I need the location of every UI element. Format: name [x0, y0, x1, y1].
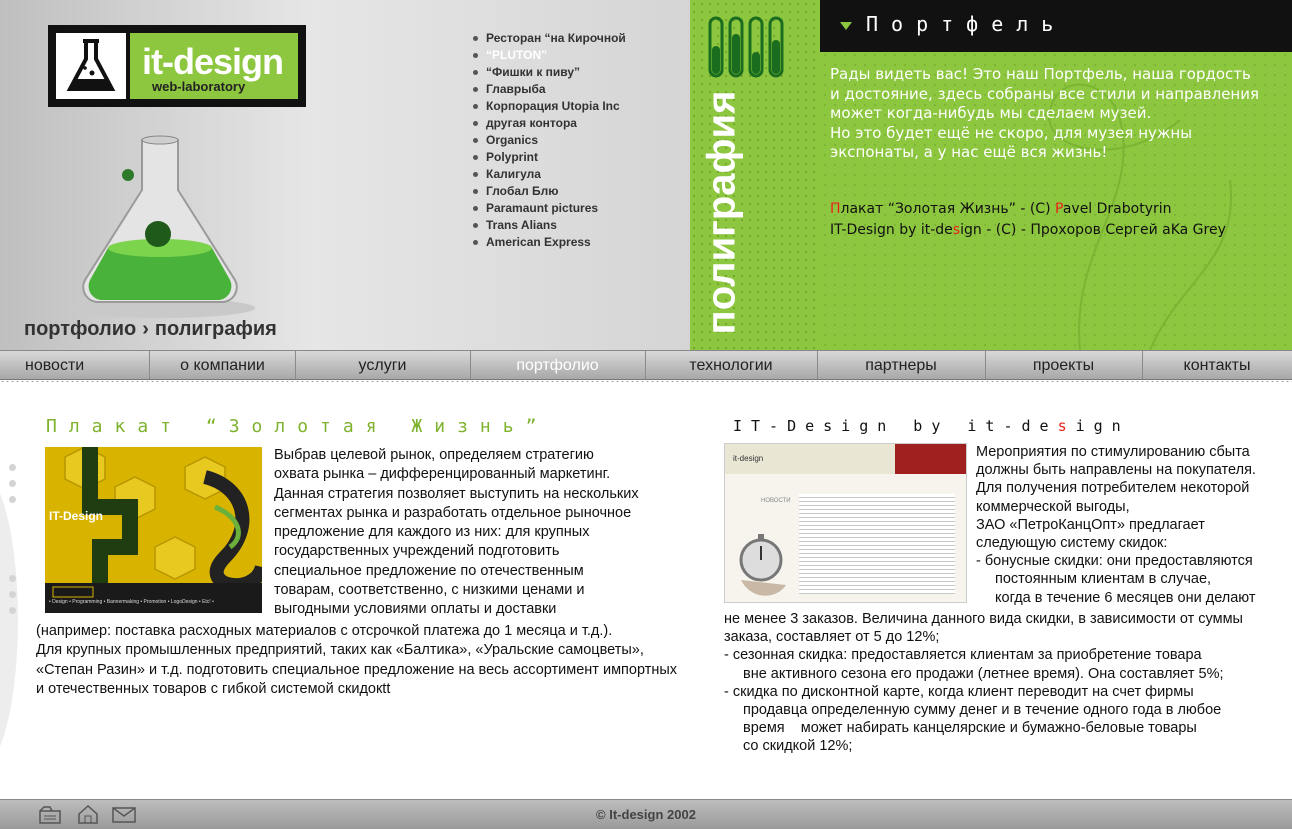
text-line: заказа, составляет от 5 до 12%;: [724, 629, 940, 646]
client-link[interactable]: другая контора: [470, 115, 626, 132]
nav-about[interactable]: о компании: [150, 351, 296, 379]
decorative-dot: [9, 575, 16, 582]
text-line: вне активного сезона его продажи (летнее время). Она составляет 5%;: [743, 665, 1224, 682]
credit-initial: s: [952, 222, 961, 238]
text-line: не менее 3 заказов. Величина данного вида скидки, в зависимости от суммы: [724, 611, 1243, 627]
nav-technologies[interactable]: технологии: [645, 351, 818, 379]
client-link[interactable]: Главрыба: [470, 81, 626, 98]
credit-initial: П: [830, 201, 841, 217]
poster-caption: • Design • Programming • Bannermaking • Promotion • LogoDesign • Etc! •: [49, 599, 214, 605]
dotted-divider: [0, 380, 1292, 383]
text-line: «Степан Разин» и т.д. подготовить специальное предложение на весь ассортимент импортных: [36, 661, 678, 678]
article2-body: [976, 443, 1286, 607]
client-link[interactable]: Калигула: [470, 166, 626, 183]
text-line: продавца определенную сумму денег и в течение одного года в любое: [743, 702, 1222, 719]
stopwatch-icon: [731, 530, 793, 600]
client-link[interactable]: Корпорация Utopia Inc: [470, 98, 626, 115]
nav-contacts[interactable]: контакты: [1183, 357, 1251, 374]
text-line: коммерческой выгоды,: [976, 498, 1130, 515]
nav-news[interactable]: новости: [0, 351, 150, 379]
text-line: выгодными условиями оплаты и доставки: [274, 601, 557, 618]
client-link[interactable]: “Фишки к пиву”: [470, 64, 626, 81]
portfolio-intro: [830, 65, 1292, 163]
portfolio-title: Портфель: [866, 12, 1067, 36]
client-link[interactable]: Paramaunt pictures: [470, 200, 626, 217]
nav-projects[interactable]: проекты: [985, 351, 1143, 379]
credits: [830, 199, 1226, 241]
flask-logo-icon: [56, 33, 126, 99]
client-link[interactable]: Ресторан “на Кирочной: [470, 30, 626, 47]
decorative-dot: [9, 480, 16, 487]
intro-line: экспонаты, а у нас ещё вся жизнь!: [830, 143, 1108, 161]
text-line: Для крупных промышленных предприятий, таких как «Балтика», «Уральские самоцветы»,: [36, 642, 644, 659]
header: [0, 0, 1292, 350]
section-strip: [690, 0, 820, 350]
portfolio-title-bar: [820, 0, 1292, 52]
logo-name: it-design: [142, 41, 283, 82]
portfolio-panel: [820, 0, 1292, 350]
flask-illustration: [60, 130, 260, 325]
breadcrumb: [24, 318, 277, 341]
poster-label: IT-Design: [49, 509, 104, 523]
header-left-panel: [0, 0, 690, 350]
intro-line: и достояние, здесь собраны все стили и направления: [830, 84, 1260, 103]
credit-line[interactable]: [830, 199, 1226, 220]
decorative-swirl: [820, 0, 1292, 350]
thumb-text-lines: [799, 494, 955, 594]
text-line: охвата рынка – дифференцированный маркетинг.: [274, 466, 611, 483]
credit-text: лакат “Золотая Жизнь” - (C): [840, 201, 1055, 217]
text-line: сегментах рынка и разработать отдельное рыночное: [274, 504, 632, 521]
thumb-nav: НОВОСТИ: [761, 498, 791, 504]
text-line: специальное предложение по отечественным: [274, 562, 584, 579]
main-nav: [0, 350, 1292, 380]
title-part: ign: [1075, 417, 1130, 435]
credit-text: avel Drabotyrin: [1062, 201, 1172, 217]
poster-thumbnail[interactable]: [45, 447, 262, 613]
chevron-right-icon: ›: [142, 318, 149, 340]
text-line: (например: поставка расходных материалов с отсрочкой платежа до 1 месяца и т.д.).: [36, 623, 613, 639]
breadcrumb-current: полиграфия: [154, 318, 277, 340]
client-link[interactable]: American Express: [470, 234, 626, 251]
text-line: Для получения потребителем некоторой: [976, 480, 1250, 497]
title-highlight: s: [1057, 417, 1076, 435]
copyright: © It-design 2002: [596, 807, 696, 822]
logo-subtitle: web-laboratory: [152, 79, 246, 94]
decorative-dot: [9, 607, 16, 614]
client-link[interactable]: Polyprint: [470, 149, 626, 166]
footer: [0, 799, 1292, 829]
intro-line: Но это будет ещё не скоро, для музея нужны: [830, 123, 1193, 142]
nav-services[interactable]: услуги: [295, 351, 471, 379]
triangle-down-icon: [840, 22, 852, 30]
breadcrumb-root[interactable]: портфолио: [24, 318, 137, 340]
credit-initial: P: [1055, 201, 1063, 217]
logo[interactable]: [48, 25, 306, 107]
credit-line[interactable]: [830, 220, 1226, 241]
client-link[interactable]: Глобал Блю: [470, 183, 626, 200]
decorative-arc: [0, 470, 18, 770]
text-line: Выбрав целевой рынок, определяем стратегию: [274, 447, 594, 463]
text-line: государственных учреждений подготовить: [274, 543, 560, 560]
text-line: - бонусные скидки: они предоставляются: [976, 553, 1253, 570]
logo-text-box: [130, 33, 298, 99]
article1-title: Плакат “Золотая Жизнь”: [46, 416, 549, 437]
article2-title: [733, 417, 1130, 435]
credit-text: ign - (C) - Прохоров Сергей aKa Grey: [960, 222, 1226, 238]
text-line: - сезонная скидка: предоставляется клиентам за приобретение товара: [724, 647, 1202, 664]
decorative-dot: [9, 464, 16, 471]
text-line: когда в течение 6 месяцев они делают: [995, 589, 1256, 606]
nav-portfolio[interactable]: портфолио: [470, 351, 646, 379]
text-line: время может набирать канцелярские и бумажно-беловые товары: [743, 720, 1197, 737]
intro-line: Рады видеть вас! Это наш Портфель, наша гордость: [830, 65, 1251, 83]
text-line: Мероприятия по стимулированию сбыта: [976, 444, 1250, 460]
section-vertical-title: полиграфия: [699, 90, 744, 335]
thumb-logo: it-design: [733, 454, 764, 463]
client-list: [470, 30, 626, 251]
article1-continuation: [36, 622, 716, 699]
decorative-dot: [9, 591, 16, 598]
article2-continuation: [724, 610, 1284, 756]
title-part: IT-Design by it-de: [733, 417, 1058, 435]
decorative-dot: [9, 496, 16, 503]
text-line: Данная стратегия позволяет выступить на нескольких: [274, 485, 639, 502]
article1-body: [274, 446, 694, 620]
thumb-banner: [895, 444, 966, 474]
text-line: и отечественных товаров с гибкой системой скидокtt: [36, 680, 391, 697]
text-line: со скидкой 12%;: [743, 738, 853, 755]
text-line: - скидка по дисконтной карте, когда клиент переводит на счет фирмы: [724, 683, 1194, 700]
intro-line: может когда-нибудь мы сделаем музей.: [830, 104, 1152, 122]
text-line: ЗАО «ПетроКанцОпт» предлагает: [976, 516, 1205, 533]
test-tubes-icon: [706, 16, 796, 85]
nav-partners[interactable]: партнеры: [817, 351, 986, 379]
client-link[interactable]: Organics: [470, 132, 626, 149]
text-line: постоянным клиентам в случае,: [995, 571, 1212, 588]
client-link-current[interactable]: “PLUTON”: [470, 47, 626, 64]
text-line: должны быть направлены на покупателя.: [976, 462, 1256, 479]
credit-text: IT-Design by it-de: [830, 222, 953, 238]
text-line: товарам, соответственно, с низкими ценами и: [274, 582, 585, 599]
website-thumbnail[interactable]: [724, 443, 967, 603]
text-line: следующую систему скидок:: [976, 535, 1168, 552]
client-link[interactable]: Trans Alians: [470, 217, 626, 234]
text-line: предложение для каждого из них: для крупных: [274, 524, 590, 541]
